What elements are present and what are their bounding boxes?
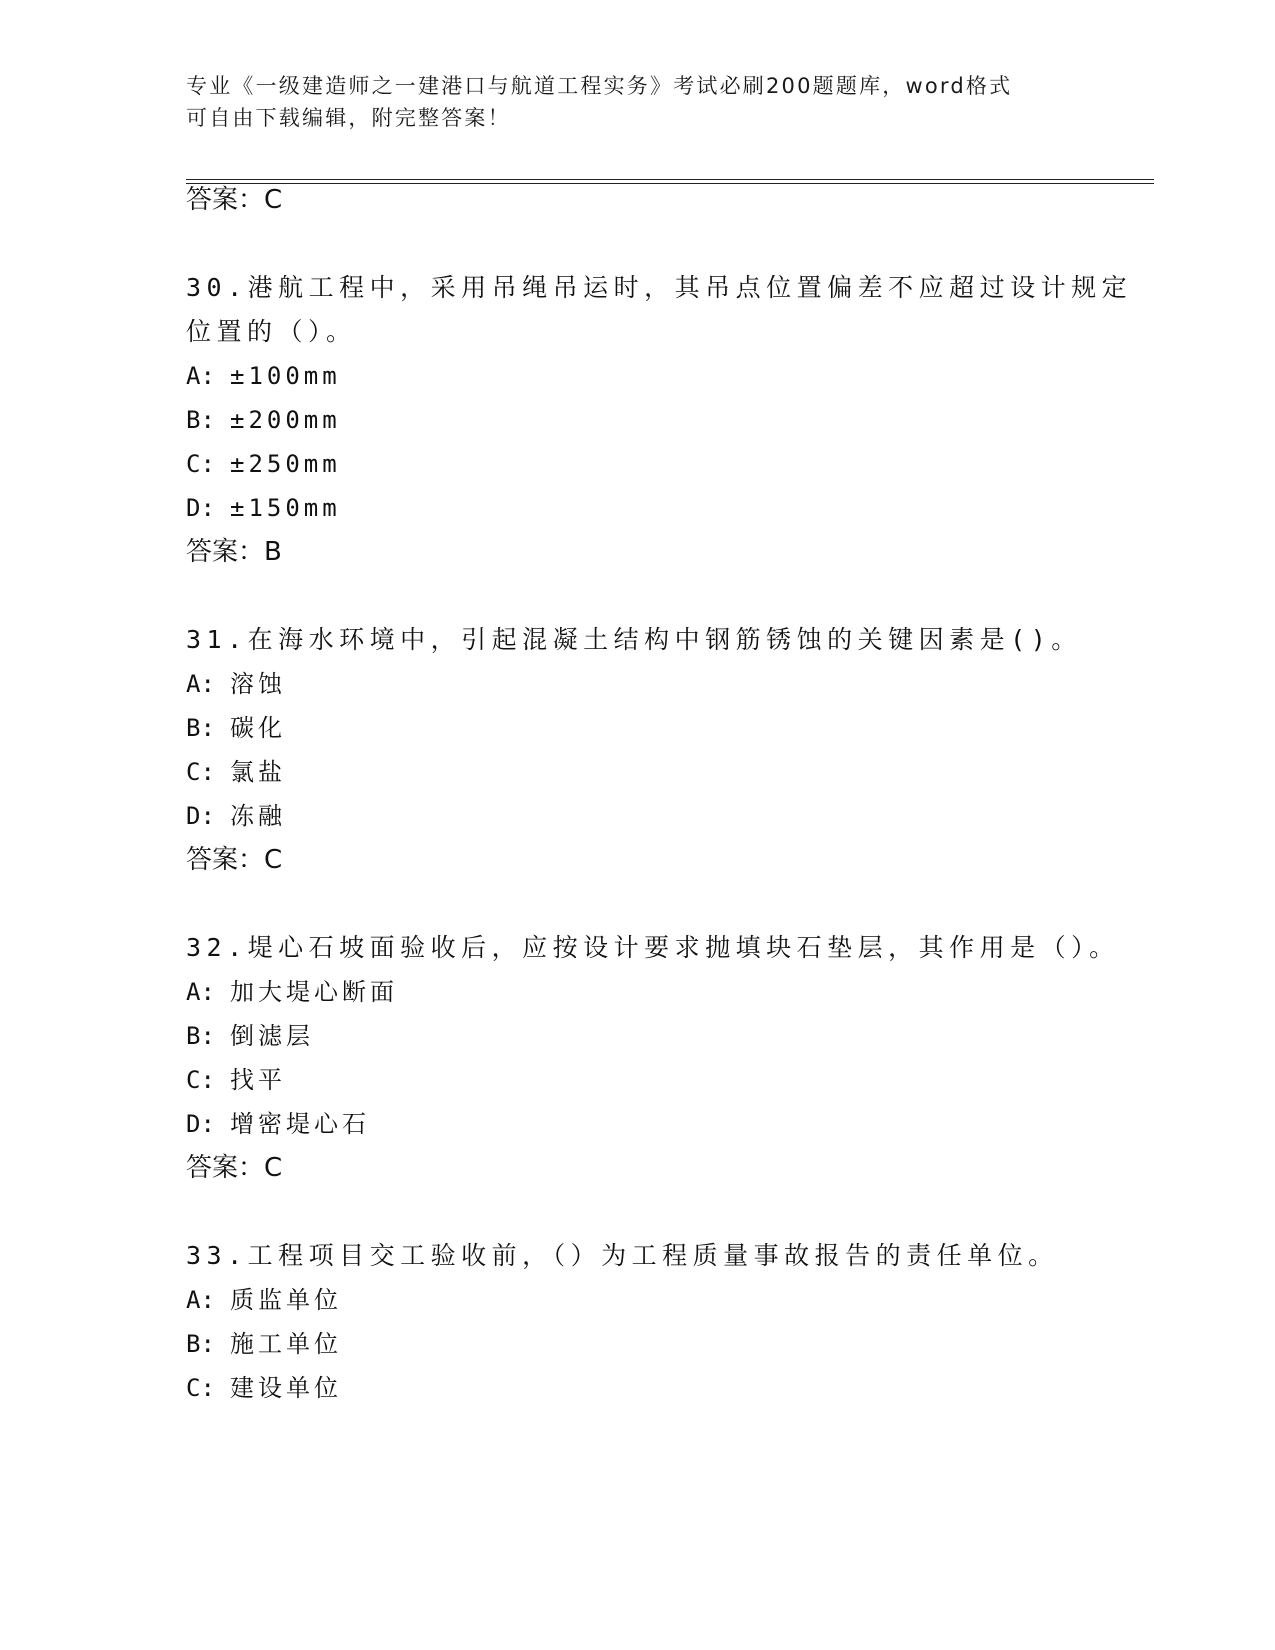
option-key: C: xyxy=(186,758,215,786)
question-32-option-b xyxy=(186,1021,314,1051)
answer-29: 答案：C xyxy=(186,185,283,215)
option-text: ±150mm xyxy=(230,494,341,522)
header-line-2: 可自由下载编辑，附完整答案！ xyxy=(186,106,511,130)
answer-32: 答案：C xyxy=(186,1153,283,1183)
option-text: 找平 xyxy=(230,1066,286,1094)
option-text: 溶蚀 xyxy=(230,670,286,698)
question-32-stem-line-1: 32.堤心石坡面验收后，应按设计要求抛填块石垫层，其作用是（）。 xyxy=(186,933,1120,962)
question-30-stem-line-1: 30.港航工程中，采用吊绳吊运时，其吊点位置偏差不应超过设计规定 xyxy=(186,273,1133,302)
question-33-stem-line-1: 33.工程项目交工验收前，（）为工程质量事故报告的责任单位。 xyxy=(186,1241,1059,1270)
option-text: ±200mm xyxy=(230,406,341,434)
option-text: 冻融 xyxy=(230,802,286,830)
option-key: C: xyxy=(186,1066,215,1094)
question-31-option-b xyxy=(186,713,286,743)
option-key: A: xyxy=(186,670,215,698)
question-30-option-b xyxy=(186,405,341,435)
question-33-option-a xyxy=(186,1285,342,1315)
option-key: A: xyxy=(186,978,215,1006)
question-30-option-d xyxy=(186,493,341,523)
option-key: B: xyxy=(186,406,215,434)
option-key: D: xyxy=(186,802,215,830)
option-text: 加大堤心断面 xyxy=(230,978,398,1006)
option-key: B: xyxy=(186,1330,215,1358)
option-text: 碳化 xyxy=(230,714,286,742)
question-31-stem-line-1: 31.在海水环境中，引起混凝土结构中钢筋锈蚀的关键因素是()。 xyxy=(186,625,1082,654)
header-divider-top xyxy=(186,179,1154,180)
question-32-option-a xyxy=(186,977,398,1007)
question-31-option-c xyxy=(186,757,286,787)
question-31-option-d xyxy=(186,801,286,831)
option-text: 增密堤心石 xyxy=(230,1110,370,1138)
option-key: C: xyxy=(186,450,215,478)
option-text: 建设单位 xyxy=(230,1374,342,1402)
option-key: B: xyxy=(186,1022,215,1050)
question-32-option-d xyxy=(186,1109,370,1139)
header-divider-bottom xyxy=(186,183,1154,184)
question-32-option-c xyxy=(186,1065,286,1095)
option-text: ±250mm xyxy=(230,450,341,478)
option-key: D: xyxy=(186,1110,215,1138)
document-header xyxy=(186,70,1086,134)
option-text: 氯盐 xyxy=(230,758,286,786)
question-30-stem-line-2: 位置的（）。 xyxy=(186,317,357,346)
option-text: ±100mm xyxy=(230,362,341,390)
answer-30: 答案：B xyxy=(186,537,282,567)
question-30-option-c xyxy=(186,449,341,479)
option-key: A: xyxy=(186,362,215,390)
option-text: 质监单位 xyxy=(230,1286,342,1314)
answer-31: 答案：C xyxy=(186,845,283,875)
option-key: D: xyxy=(186,494,215,522)
question-31-option-a xyxy=(186,669,286,699)
option-key: C: xyxy=(186,1374,215,1402)
header-line-1: 专业《一级建造师之一建港口与航道工程实务》考试必刷200题题库，word格式 xyxy=(186,74,1013,98)
option-text: 施工单位 xyxy=(230,1330,342,1358)
question-33-option-c xyxy=(186,1373,342,1403)
option-key: A: xyxy=(186,1286,215,1314)
option-text: 倒滤层 xyxy=(230,1022,314,1050)
question-30-option-a xyxy=(186,361,341,391)
option-key: B: xyxy=(186,714,215,742)
question-33-option-b xyxy=(186,1329,342,1359)
